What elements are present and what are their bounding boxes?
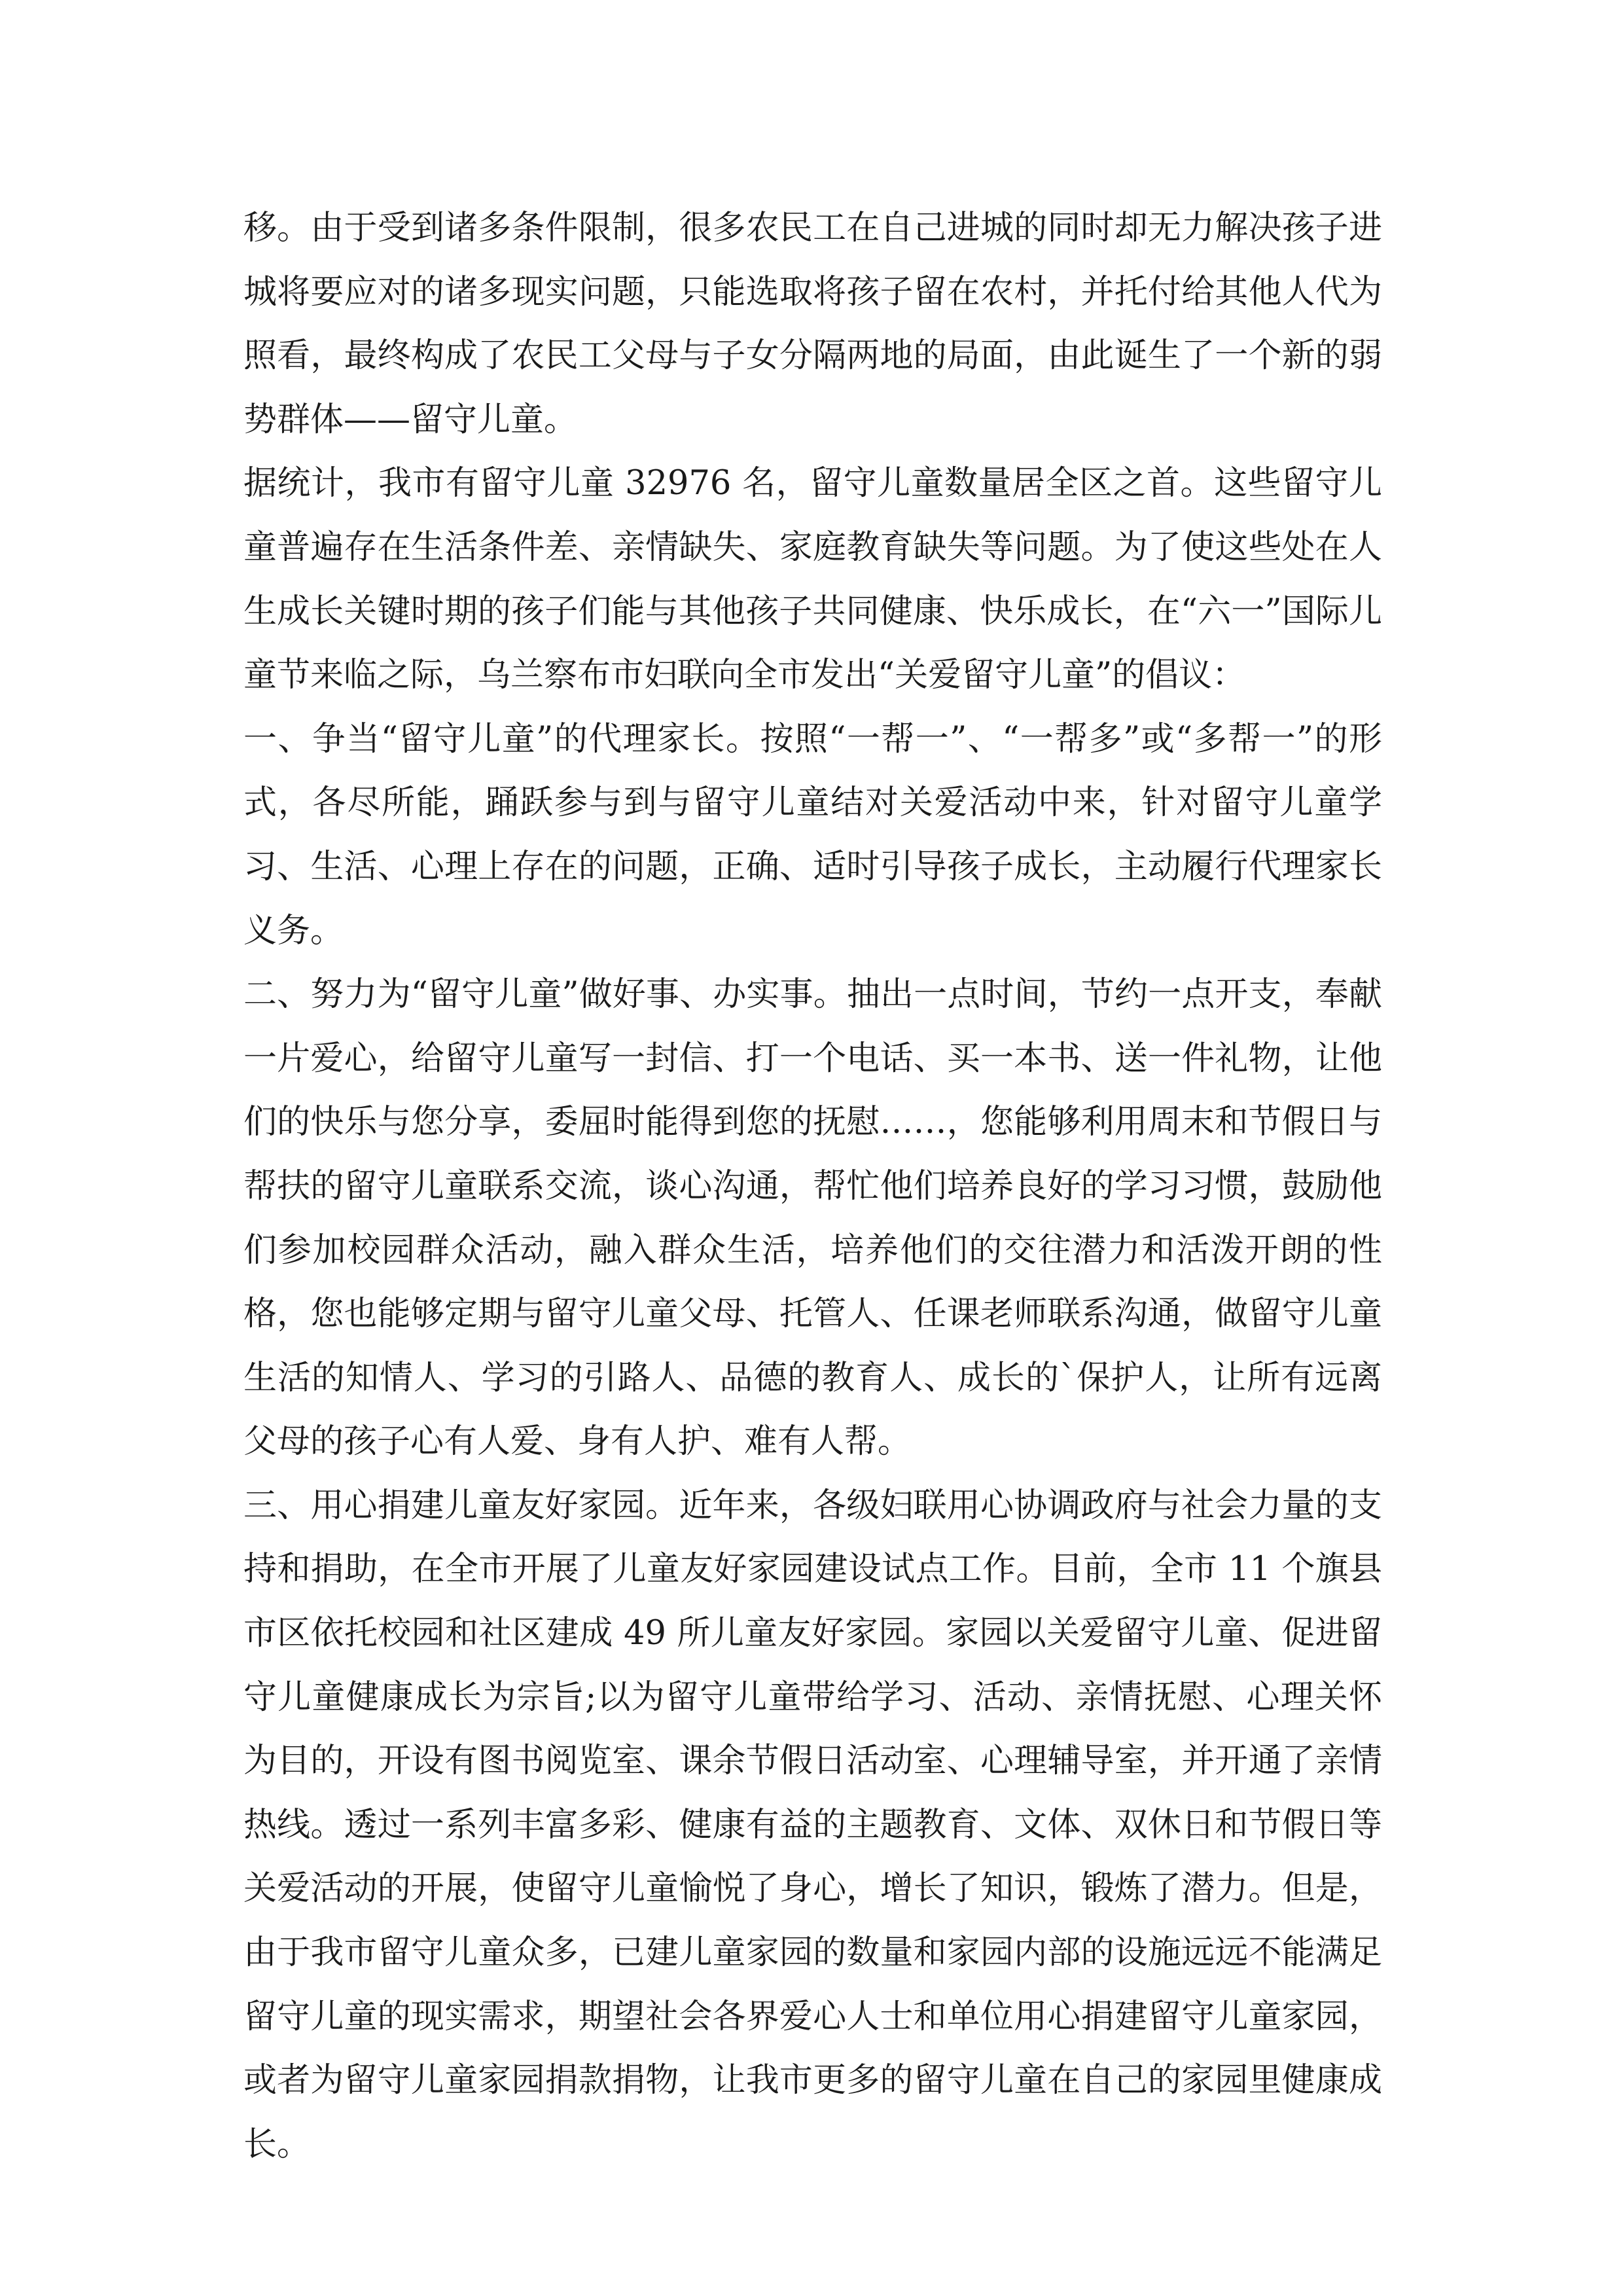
paragraph-intro-continued: 移。由于受到诸多条件限制，很多农民工在自己进城的同时却无力解决孩子进城将要应对的诸多现实问题，只能选取将孩子留在农村，并托付给其他人代为照看，最终构成了农民工父母与子女分隔两地的局面，由此诞生了一个新的弱势群体——留守儿童。 xyxy=(243,209,1382,439)
document-body xyxy=(243,196,1382,2176)
paragraph-statistics: 据统计，我市有留守儿童 32976 名，留守儿童数量居全区之首。这些留守儿童普遍存在生活条件差、亲情缺失、家庭教育缺失等问题。为了使这些处在人生成长关键时期的孩子们能与其他孩子共同健康、快乐成长，在“六一”国际儿童节来临之际，乌兰察布市妇联向全市发出“关爱留守儿童”的倡议： xyxy=(243,464,1382,695)
paragraph-proposal-three: 三、用心捐建儿童友好家园。近年来，各级妇联用心协调政府与社会力量的支持和捐助，在全市开展了儿童友好家园建设试点工作。目前，全市 11 个旗县市区依托校园和社区建成 49 所儿童友好家园。家园以关爱留守儿童、促进留守儿童健康成长为宗旨;以为留守儿童带给学习、活动、亲情抚慰、心理关怀为目的，开设有图书阅览室、课余节假日活动室、心理辅导室，并开通了亲情热线。透过一系列丰富多彩、健康有益的主题教育、文体、双休日和节假日等关爱活动的开展，使留守儿童愉悦了身心，增长了知识，锻炼了潜力。但是，由于我市留守儿童众多，已建儿童家园的数量和家园内部的设施远远不能满足留守儿童的现实需求，期望社会各界爱心人士和单位用心捐建留守儿童家园，或者为留守儿童家园捐款捐物，让我市更多的留守儿童在自己的家园里健康成长。 xyxy=(243,1486,1382,2164)
paragraph-proposal-two: 二、努力为“留守儿童”做好事、办实事。抽出一点时间，节约一点开支，奉献一片爱心，给留守儿童写一封信、打一个电话、买一本书、送一件礼物，让他们的快乐与您分享，委屈时能得到您的抚慰……，您能够利用周末和节假日与帮扶的留守儿童联系交流，谈心沟通，帮忙他们培养良好的学习习惯，鼓励他们参加校园群众活动，融入群众生活，培养他们的交往潜力和活泼开朗的性格，您也能够定期与留守儿童父母、托管人、任课老师联系沟通，做留守儿童生活的知情人、学习的引路人、品德的教育人、成长的`保护人，让所有远离父母的孩子心有人爱、身有人护、难有人帮。 xyxy=(243,975,1382,1462)
paragraph-proposal-one: 一、争当“留守儿童”的代理家长。按照“一帮一”、“一帮多”或“多帮一”的形式，各尽所能，踊跃参与到与留守儿童结对关爱活动中来，针对留守儿童学习、生活、心理上存在的问题，正确、适时引导孩子成长，主动履行代理家长义务。 xyxy=(243,719,1382,950)
